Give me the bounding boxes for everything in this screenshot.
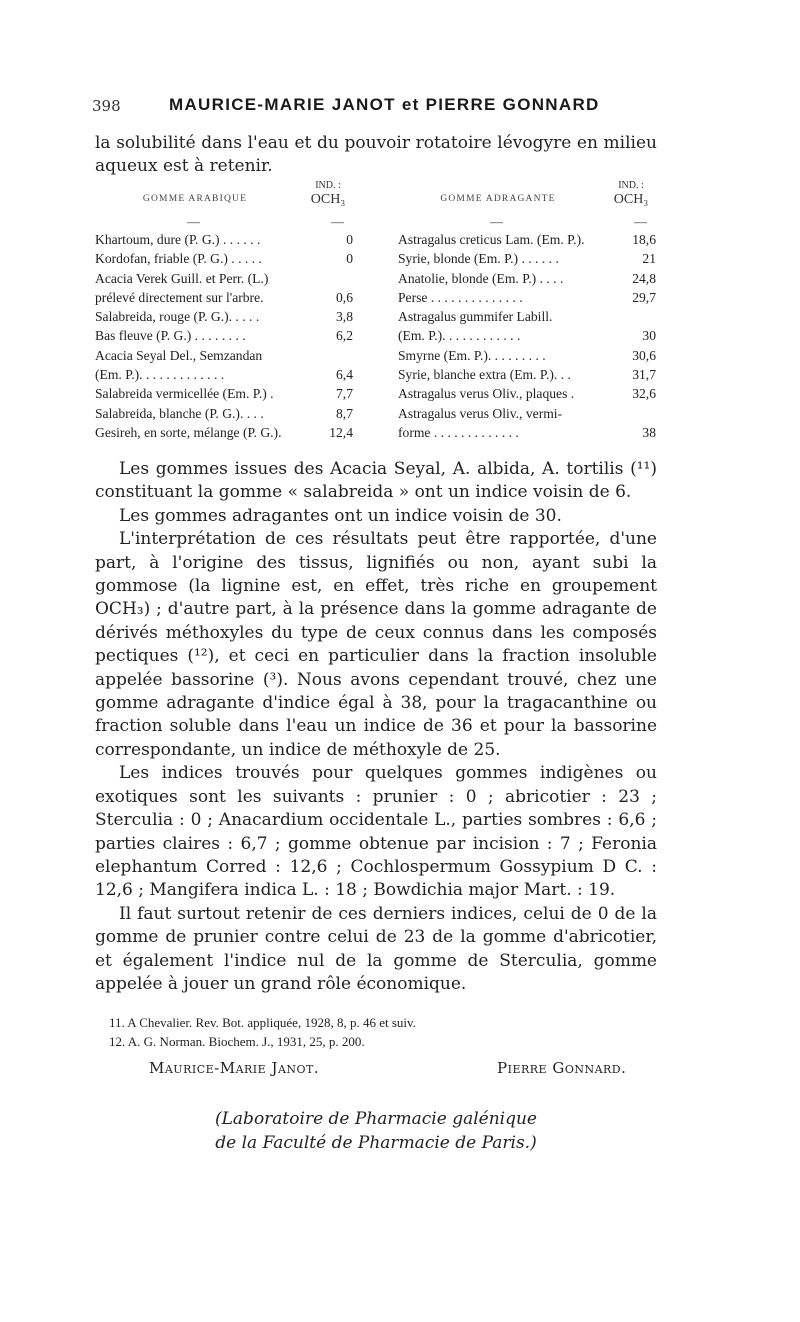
row-name: Smyrne (Em. P.). . . . . . . . . — [398, 347, 546, 363]
table-row — [95, 249, 353, 268]
affiliation-line: de la Faculté de Pharmacie de Paris.) — [215, 1133, 537, 1153]
row-name: Salabreida, blanche (P. G.). . . . — [95, 405, 264, 421]
table-row — [398, 365, 656, 384]
table-row — [95, 307, 353, 326]
table-row — [398, 307, 656, 326]
row-name: Acacia Seyal Del., Semzandan — [95, 347, 263, 363]
table-row — [398, 326, 656, 345]
affiliation-line: (Laboratoire de Pharmacie galénique — [215, 1109, 537, 1129]
table-header — [95, 180, 353, 230]
table-header — [398, 180, 656, 230]
row-value: 6,2 — [336, 328, 353, 344]
paragraph: Il faut surtout retenir de ces derniers indices, celui de 0 de la gomme de prunier contre celui de 23 de la gomme d'abricotier, et également l'indice nul de la gomme de Sterculia, gomme appelée à jouer un grand rôle économique. — [95, 903, 657, 994]
table-row — [95, 346, 353, 365]
laboratory-affiliation — [95, 1107, 657, 1155]
table-row — [398, 404, 656, 423]
row-name: Bas fleuve (P. G.) . . . . . . . . — [95, 328, 246, 344]
table-row — [398, 423, 656, 442]
table-row — [95, 288, 353, 307]
table-row — [398, 269, 656, 288]
row-value: 21 — [642, 251, 656, 267]
row-value: 7,7 — [336, 386, 353, 402]
index-column-header — [303, 180, 353, 206]
table-row — [95, 423, 353, 442]
table-row — [398, 249, 656, 268]
row-name: Gesireh, en sorte, mélange (P. G.). — [95, 424, 282, 440]
dash-divider: — — [187, 214, 200, 229]
running-head: MAURICE-MARIE JANOT et PIERRE GONNARD — [169, 95, 600, 114]
table-gomme-arabique — [95, 180, 353, 442]
table-row — [95, 230, 353, 249]
row-name: (Em. P.). . . . . . . . . . . . . — [95, 367, 225, 383]
row-name: Astragalus verus Oliv., plaques . — [398, 386, 575, 402]
ind-label: IND. : — [315, 180, 341, 191]
row-value: 0 — [346, 251, 353, 267]
row-value: 29,7 — [632, 289, 656, 305]
table-row — [398, 346, 656, 365]
row-value: 38 — [642, 424, 656, 440]
row-name: Astragalus verus Oliv., vermi- — [398, 405, 563, 421]
row-value: 24,8 — [632, 270, 656, 286]
row-name: Syrie, blonde (Em. P.) . . . . . . — [398, 251, 559, 267]
row-value: 3,8 — [336, 309, 353, 325]
row-value: 0 — [346, 232, 353, 247]
table-gomme-adragante — [398, 180, 656, 442]
table-title: GOMME ADRAGANTE — [440, 194, 556, 204]
row-name: Khartoum, dure (P. G.) . . . . . . — [95, 232, 261, 247]
row-name: forme . . . . . . . . . . . . . — [398, 424, 519, 440]
table-body — [95, 230, 353, 442]
table-row — [95, 404, 353, 423]
page-header — [92, 95, 657, 121]
ind-unit: OCH₃ — [613, 192, 649, 207]
paragraph: L'interprétation de ces résultats peut être rapportée, d'une part, à l'origine des tissus, lignifiés ou non, ayant subi la gommose (la lignine est, en effet, très riche en groupement OCH₃) ; d'autre part, à la présence dans la gomme adragante de dérivés méthoxyles du type de ceux connus dans les composés pectiques (¹²), et ceci en particulier dans la fraction insoluble appelée bassorine (³). Nous avons cependant trouvé, chez une gomme adragante d'indice égal à 38, pour la tragacanthine ou fraction soluble dans l'eau un indice de 36 et pour la bassorine correspondante, un indice de méthoxyle de 25. — [95, 529, 657, 760]
row-value: 18,6 — [632, 232, 656, 247]
row-name: Astragalus creticus Lam. (Em. P.). — [398, 232, 585, 247]
index-tables — [95, 180, 657, 450]
row-value: 8,7 — [336, 405, 353, 421]
row-name: Salabreida, rouge (P. G.). . . . . — [95, 309, 260, 325]
row-name: prélevé directement sur l'arbre. — [95, 289, 264, 305]
row-value: 0,6 — [336, 289, 353, 305]
footnotes — [109, 1013, 416, 1051]
table-body — [398, 230, 656, 442]
footnote: 12. A. G. Norman. Biochem. J., 1931, 25, p. 200. — [109, 1034, 365, 1049]
page-number: 398 — [92, 97, 121, 115]
index-column-header — [606, 180, 656, 206]
row-name: Salabreida vermicellée (Em. P.) . — [95, 386, 274, 402]
row-name: Anatolie, blonde (Em. P.) . . . . — [398, 270, 564, 286]
table-title: GOMME ARABIQUE — [142, 194, 248, 204]
row-value: 31,7 — [632, 367, 656, 383]
table-row — [398, 384, 656, 403]
intro-text: la solubilité dans l'eau et du pouvoir rotatoire lévogyre en milieu aqueux est à retenir. — [95, 133, 657, 176]
paragraph: Les gommes adragantes ont un indice voisin de 30. — [119, 505, 562, 526]
table-row — [95, 384, 353, 403]
paragraph: Les gommes issues des Acacia Seyal, A. albida, A. tortilis (¹¹) constituant la gomme « salabreida » ont un indice voisin de 6. — [95, 459, 657, 503]
row-value: 32,6 — [632, 386, 656, 402]
row-name: Astragalus gummifer Labill. — [398, 309, 553, 325]
table-row — [398, 288, 656, 307]
dash-divider: — — [634, 214, 647, 229]
dash-divider: — — [331, 214, 344, 229]
row-value: 30 — [642, 328, 656, 344]
row-name: Kordofan, friable (P. G.) . . . . . — [95, 251, 262, 267]
row-value: 12,4 — [329, 424, 353, 440]
row-name: Syrie, blanche extra (Em. P.). . . — [398, 367, 571, 383]
row-name: Perse . . . . . . . . . . . . . . — [398, 289, 523, 305]
dash-divider: — — [490, 214, 503, 229]
paragraph: Les indices trouvés pour quelques gommes indigènes ou exotiques sont les suivants : prunier : 0 ; abricotier : 23 ; Sterculia : 0 ; Anacardium occidentale L., parties sombres : 6,6 ; parties claires : 6,7 ; gomme obtenue par incision : 7 ; Feronia elephantum Corred : 12,6 ; Cochlospermum Gossypium D C. : 12,6 ; Mangifera indica L. : 18 ; Bowdichia major Mart. : 19. — [95, 763, 657, 901]
ind-label: IND. : — [618, 180, 644, 191]
table-row — [95, 326, 353, 345]
ind-unit: OCH₃ — [310, 192, 346, 207]
table-row — [95, 269, 353, 288]
row-name: (Em. P.). . . . . . . . . . . . — [398, 328, 521, 344]
table-row — [398, 230, 656, 249]
row-value: 6,4 — [336, 367, 353, 383]
row-value: 30,6 — [632, 347, 656, 363]
row-name: Acacia Verek Guill. et Perr. (L.) — [95, 270, 269, 286]
signature-janot: Maurice-Marie Janot. — [149, 1059, 320, 1077]
footnote: 11. A Chevalier. Rev. Bot. appliquée, 1928, 8, p. 46 et suiv. — [109, 1015, 416, 1030]
body-text — [95, 458, 657, 996]
signature-gonnard: Pierre Gonnard. — [497, 1059, 627, 1077]
table-row — [95, 365, 353, 384]
